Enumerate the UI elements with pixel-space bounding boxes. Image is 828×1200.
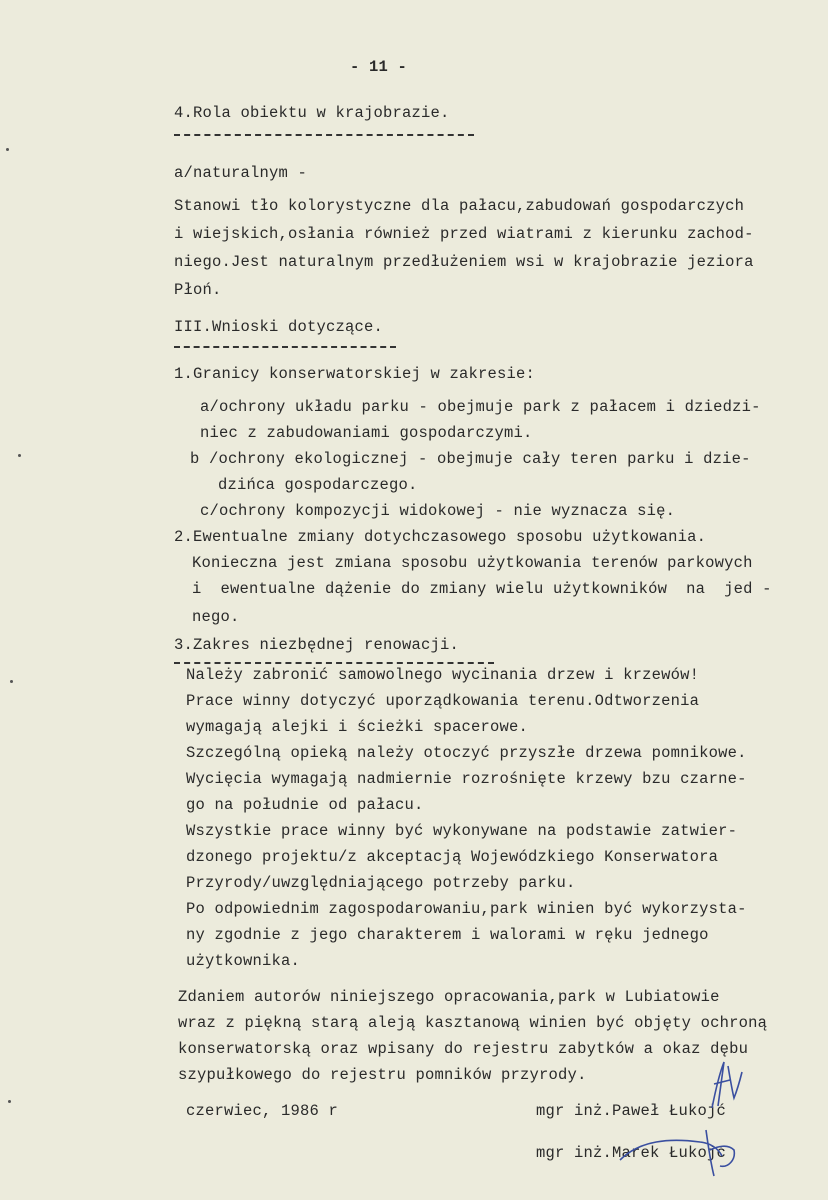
heading-underline xyxy=(174,134,474,136)
item-line: użytkownika. xyxy=(186,952,301,970)
item-line: Przyrody/uwzględniającego potrzeby parku. xyxy=(186,874,576,892)
item-line: c/ochrony kompozycji widokowej - nie wyznacza się. xyxy=(200,502,676,520)
handwritten-signature-icon xyxy=(690,1058,760,1118)
item-line: a/ochrony układu parku - obejmuje park z pałacem i dziedzi- xyxy=(200,398,761,416)
item-line: go na południe od pałacu. xyxy=(186,796,424,814)
author-name: mgr inż.Paweł Łukojć xyxy=(536,1102,727,1120)
page-number: - 11 - xyxy=(350,58,408,76)
item-title: 2.Ewentualne zmiany dotychczasowego sposobu użytkowania. xyxy=(174,528,707,546)
item-line: dzińca gospodarczego. xyxy=(218,476,418,494)
document-date: czerwiec, 1986 r xyxy=(186,1102,339,1120)
item-line: ny zgodnie z jego charakterem i walorami w ręku jednego xyxy=(186,926,709,944)
conclusion-line: konserwatorską oraz wpisany do rejestru zabytków a okaz dębu xyxy=(178,1040,749,1058)
paragraph-line: niego.Jest naturalnym przedłużeniem wsi w krajobrazie jeziora xyxy=(174,253,754,271)
item-line: Konieczna jest zmiana sposobu użytkowania terenów parkowych xyxy=(192,554,753,572)
item-line: Wszystkie prace winny być wykonywane na podstawie zatwier- xyxy=(186,822,738,840)
margin-dot xyxy=(6,148,9,151)
item-line: Wycięcia wymagają nadmiernie rozrośnięte krzewy bzu czarne- xyxy=(186,770,747,788)
item-line: Szczególną opieką należy otoczyć przyszłe drzewa pomnikowe. xyxy=(186,744,747,762)
section-heading: III.Wnioski dotyczące. xyxy=(174,318,384,336)
item-title: 3.Zakres niezbędnej renowacji. xyxy=(174,636,460,654)
item-line: niec z zabudowaniami gospodarczymi. xyxy=(200,424,533,442)
paragraph-line: Płoń. xyxy=(174,281,222,299)
heading-underline xyxy=(174,662,494,664)
item-line: Po odpowiednim zagospodarowaniu,park winien być wykorzysta- xyxy=(186,900,747,918)
conclusion-line: Zdaniem autorów niniejszego opracowania,park w Lubiatowie xyxy=(178,988,720,1006)
section-heading: 4.Rola obiektu w krajobrazie. xyxy=(174,104,450,122)
paragraph-line: i wiejskich,osłania również przed wiatrami z kierunku zachod- xyxy=(174,225,754,243)
handwritten-signature-icon xyxy=(610,1120,760,1180)
item-line: dzonego projektu/z akceptacją Wojewódzkiego Konserwatora xyxy=(186,848,719,866)
margin-dot xyxy=(8,1100,11,1103)
conclusion-line: wraz z piękną starą aleją kasztanową winien być objęty ochroną xyxy=(178,1014,768,1032)
margin-dot xyxy=(10,680,13,683)
heading-underline xyxy=(174,346,396,348)
item-line: i ewentualne dążenie do zmiany wielu użytkowników na jed - xyxy=(192,580,772,598)
conclusion-line: szypułkowego do rejestru pomników przyrody. xyxy=(178,1066,587,1084)
margin-dot xyxy=(18,454,21,457)
paragraph-line: Stanowi tło kolorystyczne dla pałacu,zabudowań gospodarczych xyxy=(174,197,745,215)
item-line: Prace winny dotyczyć uporządkowania terenu.Odtworzenia xyxy=(186,692,700,710)
author-name: mgr inż.Marek Łukojć xyxy=(536,1144,727,1162)
item-line: Należy zabronić samowolnego wycinania drzew i krzewów! xyxy=(186,666,700,684)
item-title: 1.Granicy konserwatorskiej w zakresie: xyxy=(174,365,536,383)
subsection-label: a/naturalnym - xyxy=(174,164,308,182)
item-line: nego. xyxy=(192,608,240,626)
item-line: b /ochrony ekologicznej - obejmuje cały teren parku i dzie- xyxy=(190,450,751,468)
item-line: wymagają alejki i ścieżki spacerowe. xyxy=(186,718,529,736)
